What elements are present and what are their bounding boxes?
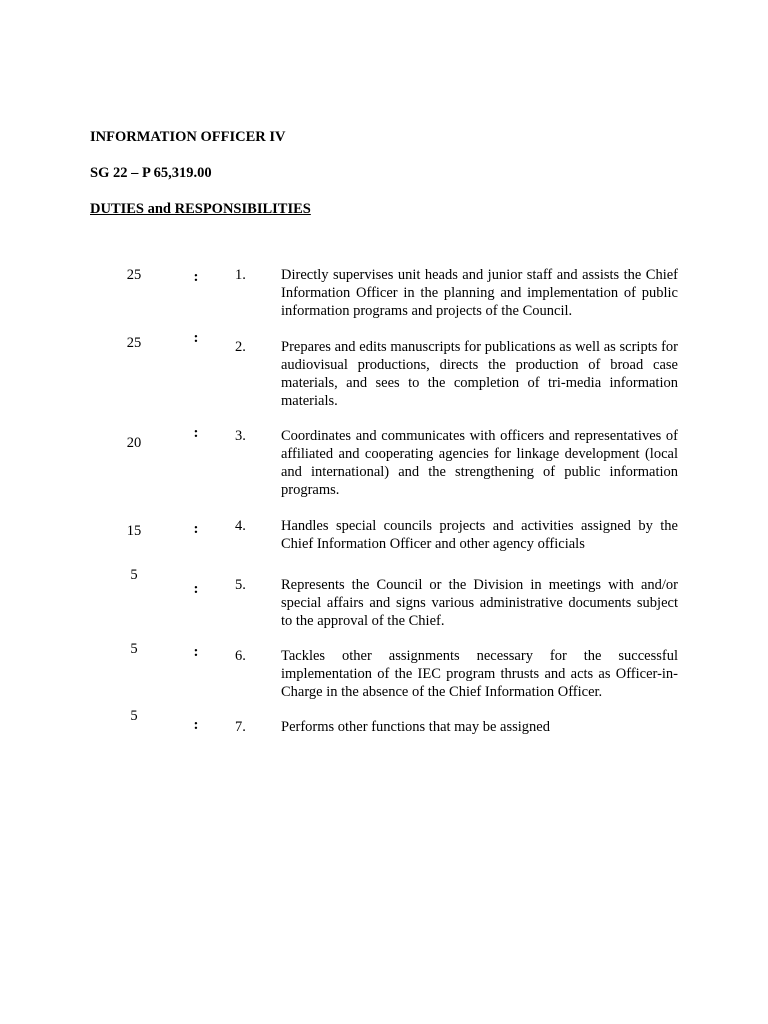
duty-separator: : [193,644,199,660]
duty-separator: : [193,521,199,537]
duty-weight: 25 [126,267,142,283]
duty-weight: 5 [130,708,138,724]
duty-weight: 5 [130,641,138,657]
duty-number: 6. [235,648,246,664]
duty-description: Tackles other assignments necessary for the successful implementation of the IEC program thrusts and acts as Officer-in-Charge in the absence of the Chief Information Officer. [281,648,678,700]
duty-description: Handles special councils projects and activities assigned by the Chief Information Officer and other agency officials [281,518,678,552]
duty-number: 4. [235,518,246,534]
duty-description: Coordinates and communicates with officers and representatives of affiliated and cooperating agencies for linkage development (local and international) and the strengthening of public information programs. [281,428,678,498]
section-heading: DUTIES and RESPONSIBILITIES [90,201,311,217]
duty-separator: : [193,330,199,346]
duty-number: 2. [235,339,246,355]
duty-weight: 25 [126,335,142,351]
duty-number: 5. [235,577,246,593]
duty-weight: 5 [130,567,138,583]
duty-number: 3. [235,428,246,444]
duty-separator: : [193,581,199,597]
duty-description: Directly supervises unit heads and junior staff and assists the Chief Information Officer in the planning and implementation of public information programs and projects of the Council. [281,267,678,319]
duty-description: Performs other functions that may be assigned [281,719,550,735]
position-title: INFORMATION OFFICER IV [90,129,286,145]
duty-weight: 15 [126,523,142,539]
duty-description: Represents the Council or the Division in meetings with and/or special affairs and signs various administrative documents subject to the approval of the Chief. [281,577,678,629]
duty-number: 1. [235,267,246,283]
duty-description: Prepares and edits manuscripts for publications as well as scripts for audiovisual productions, directs the production of broad case materials, and sees to the completion of tri-media information materials. [281,339,678,409]
duty-separator: : [193,269,199,285]
duty-separator: : [193,425,199,441]
duty-weight: 20 [126,435,142,451]
duty-separator: : [193,717,199,733]
duty-number: 7. [235,719,246,735]
salary-grade: SG 22 – P 65,319.00 [90,165,212,181]
